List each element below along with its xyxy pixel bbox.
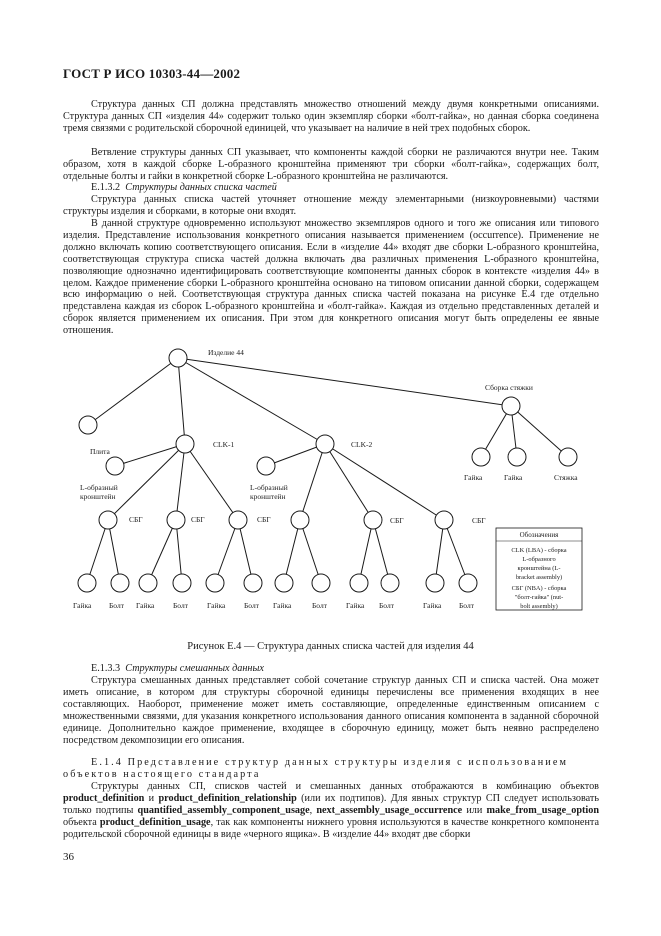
paragraph-partslist-detail: В данной структуре одновременно используют множество экземпляров одного и того же описания или типового изделия. Представление использования конкретного описания называется применением (occurrence). Применение не должно включать копию соответствующего описания. Если в «изделие 44» входят две сборки L-образного кронштейна, соответствующая структура списка частей должна включать два различных применения L-образного кронштейна, позволяющие однозначно идентифицировать соответствующие компоненты данных сборок в контексте «изделия 44» в целом. Каждое применение сборки L-образного кронштейна основано на типовом описании данной сборки, содержащем всю информацию о ней. Соответствующая структура данных списка частей показана на рисунке Е.4 где отдельно представлена каждая из сборок L-образного кронштейна и «болт-гайка». Каждая из отдельно представленных деталей и сборок является применением их описания. При этом для конкретного описания могут быть определены ее явные отношения. [63, 218, 599, 337]
label-bracket-2b: кронштейн [250, 492, 286, 501]
legend-box [496, 528, 582, 610]
node-gayka [206, 574, 224, 592]
node-bolt [173, 574, 191, 592]
page-header: ГОСТ Р ИСО 10303-44—2002 [63, 66, 241, 81]
text-run: объекта [63, 816, 100, 828]
section-number: Е.1.3.2 [91, 182, 121, 193]
legend-line: "болт-гайка" (nut- [514, 594, 564, 601]
label-bolt: Болт [312, 601, 327, 610]
section-title: Структуры смешанных данных [125, 663, 264, 674]
node-sbg [229, 511, 247, 529]
figure-e4-diagram [63, 340, 603, 630]
text-run: , так как компоненты нижнего уровня используются в качестве конкретного компонента родительской сборочной единицы в виде «черного ящика». В «изделие 44» входят две сборки [63, 816, 599, 840]
label-gayka: Гайка [273, 601, 292, 610]
node-plate [106, 457, 124, 475]
node-bolt [111, 574, 129, 592]
entity-name: next_assembly_usage_occurrence [316, 804, 463, 816]
label-sbg: СБГ [472, 516, 486, 525]
section-title: Структуры данных списка частей [125, 182, 277, 193]
label-bracket-1b: кронштейн [80, 492, 116, 501]
label-bracket-1a: L-образный [80, 483, 118, 492]
section-number: Е.1.3.3 [91, 663, 121, 674]
paragraph-partslist-intro: Структура данных списка частей уточняет отношение между элементарными (низкоуровневыми) частями структуры изделия и сборками, в которые они входят. [63, 194, 599, 217]
entity-name: product_definition [63, 792, 145, 804]
label-styazhka: Стяжка [554, 473, 578, 482]
node-leaf [79, 416, 97, 434]
text-run: Структуры данных СП, списков частей и смешанных данных отображаются в комбинацию объектов [91, 781, 599, 792]
node-bolt [459, 574, 477, 592]
label-gayka: Гайка [136, 601, 155, 610]
page-number: 36 [63, 851, 74, 863]
paragraph-structure-sp: Структура данных СП должна представлять множество отношений между двумя конкретными описаниями. Структура данных СП «изделия 44» содержит только один экземпляр сборки «болт-гайка», но данная сборка соединена тремя связями с родительской сборочной единицей, что указывает на наличие в ней трех подобных сборок. [63, 99, 599, 134]
legend-line: bolt assembly) [520, 603, 558, 610]
node-sbg [99, 511, 117, 529]
entity-name: product_definition_usage [99, 816, 211, 828]
node-gayka [350, 574, 368, 592]
section-heading-e14: Е.1.4 Представление структур данных структуры изделия с использованием объектов настоящего стандарта [63, 757, 568, 780]
node-bracket [257, 457, 275, 475]
figure-caption: Рисунок Е.4 — Структура данных списка частей для изделия 44 [187, 641, 474, 652]
node-clk1 [176, 435, 194, 453]
node-sbg [291, 511, 309, 529]
node-assembly [502, 397, 520, 415]
node-root [169, 349, 187, 367]
node-clk2 [316, 435, 334, 453]
node-gayka [78, 574, 96, 592]
node-gayka [275, 574, 293, 592]
text-run: (или их подтипов). Для явных структур СП следует использовать только подтипы [63, 792, 600, 816]
label-plate: Плита [90, 447, 110, 456]
node-gayka [472, 448, 490, 466]
node-sbg [364, 511, 382, 529]
label-bracket-2a: L-образный [250, 483, 288, 492]
label-gayka: Гайка [73, 601, 92, 610]
section-heading-e133 [91, 663, 264, 675]
legend-line: L-образного [522, 556, 556, 563]
label-sbg: СБГ [129, 515, 143, 524]
paragraph-mixed-structures: Структура смешанных данных представляет собой сочетание структур данных СП и списка частей. Она может иметь описание, в котором для структуры сборочной единицы перечислены все применения входящих в нее составляющих. Наоборот, применение может иметь составляющие, определенные единственным описанием с множественными связями, для указания конкретного использования данного описания компонента в заданной сборочной единице. Дополнительно каждое применение, входящее в сборочную единицу, может быть неявно распределено посредством декомпозиции его описания. [63, 675, 599, 746]
label-sbg: СБГ [390, 516, 404, 525]
label-bolt: Болт [379, 601, 394, 610]
paragraph-branching: Ветвление структуры данных СП указывает, что компоненты каждой сборки не различаются внутри нее. Таким образом, хотя в каждой сборке L-образного кронштейна применяют три сборки «болт-гайка», содержащих болт, отдельные болты и гайки в конкретной сборке L-образного кронштейна не различаются. [63, 147, 599, 182]
legend-line: СБГ (NBA) - сборка [511, 585, 567, 592]
legend-title: Обозначения [519, 531, 559, 539]
text-run: , [309, 804, 317, 816]
node-sbg [435, 511, 453, 529]
legend-line: кронштейна (L- [517, 565, 561, 572]
label-gayka: Гайка [423, 601, 442, 610]
label-bolt: Болт [459, 601, 474, 610]
label-assembly: Сборка стяжки [485, 383, 533, 392]
text-run: или [462, 804, 487, 816]
entity-name: make_from_usage_option [486, 804, 599, 816]
node-bolt [312, 574, 330, 592]
label-root: Изделие 44 [208, 348, 244, 357]
node-bolt [244, 574, 262, 592]
label-bolt: Болт [173, 601, 188, 610]
label-sbg: СБГ [257, 515, 271, 524]
label-sbg: СБГ [191, 515, 205, 524]
label-gayka: Гайка [504, 473, 523, 482]
node-gayka [426, 574, 444, 592]
entity-name: product_definition_relationship [158, 792, 297, 804]
legend-line: bracket assembly) [515, 574, 563, 581]
label-gayka: Гайка [207, 601, 226, 610]
node-sbg [167, 511, 185, 529]
label-bolt: Болт [109, 601, 124, 610]
label-clk1: CLK-1 [213, 440, 235, 449]
legend-line: CLK (LBA) - сборка [511, 547, 567, 554]
entity-name: quantified_assembly_component_usage [137, 804, 310, 816]
section-heading-e132 [91, 182, 277, 194]
node-styazhka [559, 448, 577, 466]
node-bolt [381, 574, 399, 592]
paragraph-representation [63, 781, 599, 841]
text-run: и [144, 792, 159, 804]
label-gayka: Гайка [464, 473, 483, 482]
label-clk2: CLK-2 [351, 440, 373, 449]
node-gayka [508, 448, 526, 466]
label-gayka: Гайка [346, 601, 365, 610]
node-gayka [139, 574, 157, 592]
label-bolt: Болт [244, 601, 259, 610]
